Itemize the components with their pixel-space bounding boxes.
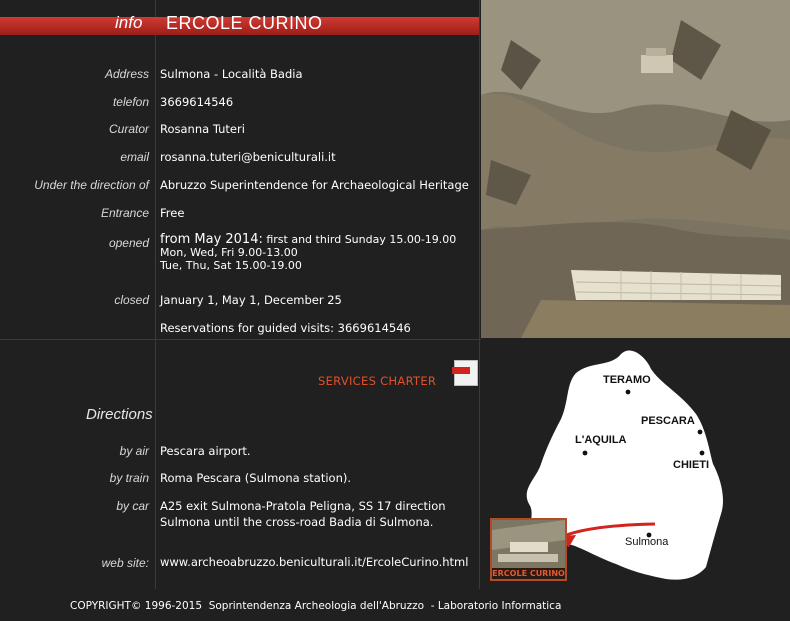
- by-air-label: by air: [119, 444, 149, 458]
- section-divider: [0, 339, 481, 340]
- left-divider: [155, 0, 156, 17]
- by-car-line2: Sulmona until the cross-road Badia di Sulmona.: [160, 515, 434, 529]
- directions-title: Directions: [86, 406, 153, 423]
- copyright-text: COPYRIGHT© 1996-2015 Soprintendenza Archeologia dell'Abruzzo - Laboratorio Informatica: [70, 600, 562, 612]
- by-train-label: by train: [109, 471, 149, 485]
- page-title: ERCOLE CURINO: [166, 13, 323, 33]
- closed-label: closed: [114, 293, 149, 307]
- website-link[interactable]: www.archeoabruzzo.beniculturali.it/ErcoleCurino.html: [160, 555, 469, 569]
- chieti-dot: [700, 451, 705, 456]
- by-car-line1: A25 exit Sulmona-Pratola Peligna, SS 17 direction: [160, 499, 446, 513]
- opened-lead: from May 2014:: [160, 232, 263, 247]
- center-divider: [479, 0, 480, 589]
- email-label: email: [120, 150, 149, 164]
- opened-line1: first and third Sunday 15.00-19.00: [262, 233, 457, 246]
- city-teramo: TERAMO: [603, 374, 651, 386]
- pdf-icon[interactable]: [454, 360, 478, 386]
- pescara-dot: [698, 430, 703, 435]
- website-label: web site:: [101, 556, 149, 570]
- reservations-text: Reservations for guided visits: 3669614546: [160, 321, 411, 335]
- teramo-dot: [626, 390, 631, 395]
- city-sulmona: Sulmona: [625, 536, 669, 548]
- telefon-value: 3669614546: [160, 95, 234, 109]
- entrance-label: Entrance: [100, 206, 149, 220]
- by-car-label: by car: [116, 499, 149, 513]
- pdf-icon-tag: [452, 367, 470, 374]
- services-charter-link[interactable]: SERVICES CHARTER: [318, 374, 437, 388]
- opened-line2: Mon, Wed, Fri 9.00-13.00: [160, 246, 298, 259]
- by-train-value: Roma Pescara (Sulmona station).: [160, 471, 352, 485]
- telefon-label: telefon: [112, 95, 149, 109]
- address-label: Address: [104, 67, 149, 81]
- site-thumbnail[interactable]: [490, 518, 567, 581]
- direction-label: Under the direction of: [34, 178, 149, 192]
- site-photo: [481, 0, 790, 338]
- thumbnail-art: [492, 520, 565, 568]
- curator-label: Curator: [108, 122, 149, 136]
- entrance-value: Free: [160, 206, 185, 220]
- laquila-dot: [583, 451, 588, 456]
- opened-value: [160, 233, 456, 272]
- curator-value: Rosanna Tuteri: [160, 122, 245, 136]
- header-info-label: info: [115, 13, 143, 32]
- city-pescara: PESCARA: [641, 415, 695, 427]
- by-air-value: Pescara airport.: [160, 444, 251, 458]
- site-photo-art: [481, 0, 790, 338]
- address-value: Sulmona - Località Badia: [160, 67, 303, 81]
- opened-label: opened: [108, 236, 149, 250]
- direction-value: Abruzzo Superintendence for Archaeological Heritage: [160, 178, 469, 192]
- email-value[interactable]: rosanna.tuteri@beniculturali.it: [160, 150, 336, 164]
- closed-value: January 1, May 1, December 25: [160, 293, 342, 307]
- city-chieti: CHIETI: [673, 459, 710, 471]
- thumbnail-label: ERCOLE CURINO: [492, 569, 565, 578]
- city-laquila: L'AQUILA: [575, 434, 627, 446]
- left-divider: [155, 35, 156, 589]
- opened-line3: Tue, Thu, Sat 15.00-19.00: [160, 259, 302, 272]
